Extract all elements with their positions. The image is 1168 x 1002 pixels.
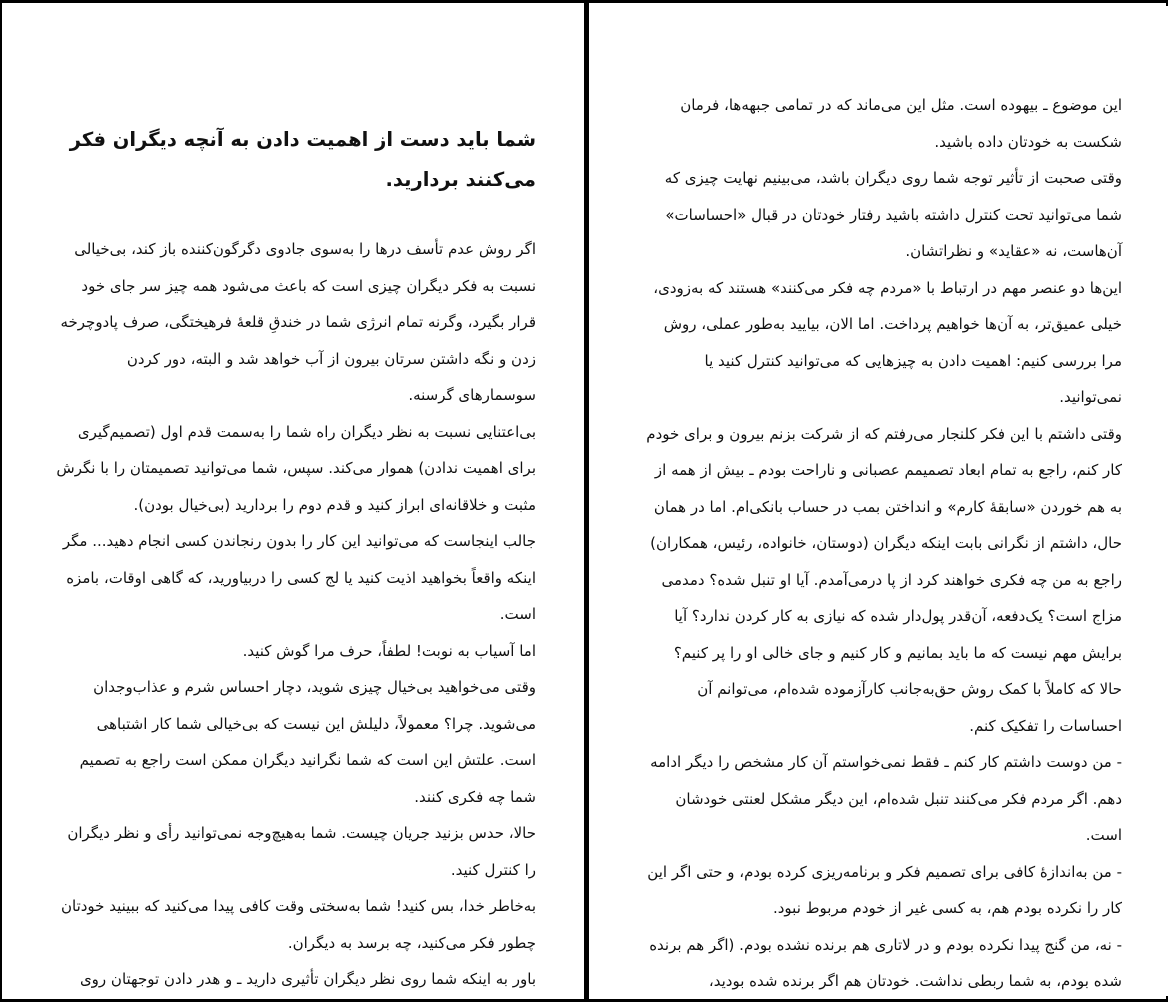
paragraph: - من دوست داشتم کار کنم ـ فقط نمی‌خواستم آن کار مشخص را دیگر ادامه دهم. اگر مردم فکر می‌کنند تنبل شده‌ام، این دیگر مشکل لعنتی خودشان است. bbox=[650, 753, 1122, 844]
left-page-body bbox=[56, 231, 536, 996]
paragraph: وقتی صحبت از تأثیر توجه شما روی دیگران باشد، می‌بینیم نهایت چیزی که شما می‌توانید تحت کنترل داشته باشید رفتار خودتان در قبال «احساسات» آن‌هاست، نه «عقاید» و نظراتشان. bbox=[664, 169, 1122, 260]
paragraph: - نه، من گنج پیدا نکرده بودم و در لاتاری هم برنده نشده بودم. (اگر هم برنده شده بودم، به شما ربطی نداشت. خودتان هم اگر برنده شده بودید، bbox=[649, 935, 1122, 990]
paragraph: اما آسیاب به نوبت! لطفاً، حرف مرا گوش کنید. bbox=[242, 641, 536, 660]
paragraph: اگر روش عدم تأسف درها را به‌سوی جادوی دگرگون‌کننده باز کند، بی‌خیالی نسبت به فکر دیگران چیزی است که باعث می‌شود همه چیز سر جای خود قرار بگیرد، وگرنه تمام انرژی شما در خندقِ قلعهٔ فرهیختگی، صرف پادوچرخه زدن و نگه داشتن سرتان بیرون از آب خواهد شد و البته، دور کردن سوسمارهای گرسنه. bbox=[60, 240, 536, 404]
paragraph: بی‌اعتنایی نسبت به نظر دیگران راه شما را به‌سمت قدم اول (تصمیم‌گیری برای اهمیت ندادن) هموار می‌کند. سپس، شما می‌توانید تصمیمتان را با نگرش مثبت و خلاقانه‌ای ابراز کنید و قدم دوم را بردارید (بی‌خیال بودن). bbox=[56, 422, 536, 514]
paragraph: وقتی داشتم با این فکر کلنجار می‌رفتم که از شرکت بزنم بیرون و برای خودم کار کنم، راجع به تمام ابعاد تصمیمم عصبانی و ناراحت بودم ـ بیش از همه از به هم خوردن «سابقهٔ کارم» و انداختن بمب در حساب بانکی‌ام. اما در همان حال، داشتم از نگرانی بابت اینکه دیگران (دوستان، خانواده، رئیس، همکاران) راجع به من چه فکری خواهند کرد از پا درمی‌آمدم. آیا او تنبل شده؟ دمدمی مزاج است؟ یک‌دفعه، آن‌قدر پول‌دار شده که نیازی به کار کردن ندارد؟ آیا برایش مهم نیست که ما باید بمانیم و کار کنیم و جای خالی او را پر کنیم؟ bbox=[646, 424, 1122, 662]
right-page bbox=[589, 6, 1168, 996]
paragraph: جالب اینجاست که می‌توانید این کار را بدون رنجاندن کسی انجام دهید... مگر اینکه واقعاً بخواهید اذیت کنید یا لج کسی را دربیاورید، که گاهی اوقات، بامزه است. bbox=[62, 532, 536, 623]
paragraph: - من به‌اندازهٔ کافی برای تصمیم فکر و برنامه‌ریزی کرده بودم، و حتی اگر این کار را نکرده بودم هم، به کسی غیر از خودم مربوط نبود. bbox=[647, 862, 1122, 917]
paragraph: این موضوع ـ بیهوده است. مثل این می‌ماند که در تمامی جبهه‌ها، فرمان شکست به خودتان داده باشید. bbox=[680, 96, 1122, 151]
paragraph: حالا که کاملاً با کمک روش حق‌به‌جانب کارآزموده شده‌ام، می‌توانم آن احساسات را تفکیک کنم. bbox=[697, 680, 1122, 735]
paragraph: به‌خاطر خدا، بس کنید! شما به‌سختی وقت کافی پیدا می‌کنید که ببینید خودتان چطور فکر می‌کنید، چه برسد به دیگران. bbox=[60, 897, 536, 952]
left-page bbox=[4, 6, 584, 996]
chapter-heading: شما باید دست از اهمیت دادن به آنچه دیگران فکر می‌کنند بردارید. bbox=[69, 128, 536, 191]
paragraph: حالا، حدس بزنید جریان چیست. شما به‌هیچ‌وجه نمی‌توانید رأی و نظر دیگران را کنترل کنید. bbox=[67, 824, 536, 879]
paragraph: باور به اینکه شما روی نظر دیگران تأثیری دارید ـ و هدر دادن توجهتان روی bbox=[79, 970, 536, 988]
paragraph: وقتی می‌خواهید بی‌خیال چیزی شوید، دچار احساس شرم و عذاب‌وجدان می‌شوید. چرا؟ معمولاً، دلیلش این نیست که بی‌خیالی شما کار اشتباهی است. علتش این است که شما نگرانید دیگران ممکن است راجع به تصمیم شما چه فکری کنند. bbox=[79, 678, 536, 806]
right-page-body bbox=[639, 87, 1122, 996]
paragraph: این‌ها دو عنصر مهم در ارتباط با «مردم چه فکر می‌کنند» هستند که به‌زودی، خیلی عمیق‌تر، به آن‌ها خواهیم پرداخت. اما الان، بیایید به‌طور عملی، روش مرا بررسی کنیم: اهمیت دادن به چیزهایی که می‌توانید کنترل کنید یا نمی‌توانید. bbox=[653, 278, 1122, 406]
